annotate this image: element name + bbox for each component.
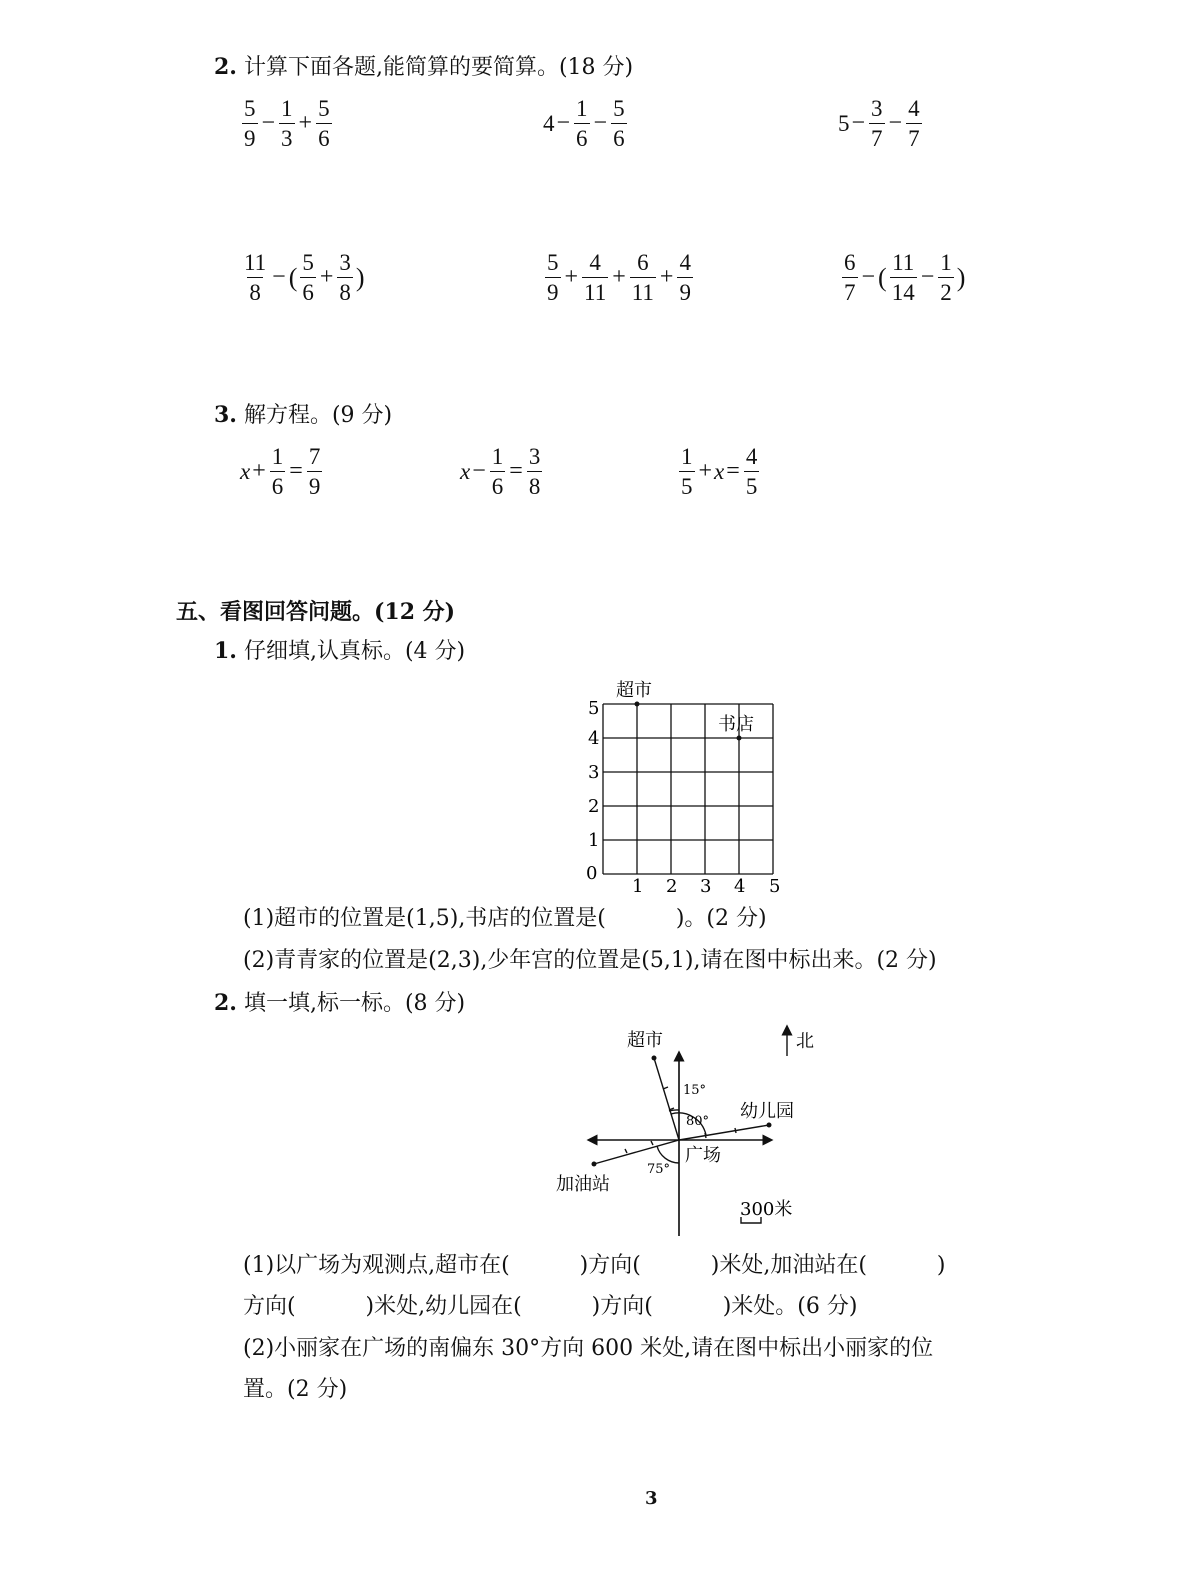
supermarket-point [652,1056,657,1061]
map-label-square: 广场 [685,1145,721,1166]
variable: x [240,458,251,484]
s5-q2-title: 填一填,标一标。(8 分) [243,991,466,1016]
y-tick-5: 5 [588,698,600,719]
gas-station-point [592,1162,597,1167]
operator: − [593,110,608,136]
fraction: $\frac{4}{5}$ [745,444,758,499]
ray-gas-station [594,1140,679,1164]
x-tick-3: 3 [700,876,712,897]
s5-q2-part2-line2: 置。(2 分) [243,1377,348,1402]
y-tick-2: 2 [588,796,600,817]
fraction: $\frac{6}{11}$ [631,250,654,305]
fraction: $\frac{5}{9}$ [547,250,559,305]
s5-q1-number: 1. [214,638,237,664]
y-tick-3: 3 [588,762,600,783]
angle-label-80: 80° [686,1114,710,1129]
grid-label-supermarket: 超市 [616,680,652,701]
angle-label-15: 15° [683,1083,707,1098]
coordinate-grid [570,672,800,900]
right-paren: ) [355,262,365,292]
map-label-scale: 300米 [740,1199,793,1220]
map-label-supermarket: 超市 [627,1030,663,1051]
fraction: $\frac{5}{6}$ [318,96,330,151]
whole-number: 4 [543,110,555,136]
fraction: $\frac{1}{5}$ [681,444,693,499]
fraction: $\frac{5}{6}$ [302,250,314,305]
operator: + [698,458,713,484]
operator: − [861,264,876,290]
x-tick-5: 5 [769,876,781,897]
variable: x [460,458,471,484]
fraction: $\frac{5}{9}$ [244,96,256,151]
x-tick-4: 4 [734,876,746,897]
q3-heading [214,400,392,431]
q2-title: 计算下面各题,能简算的要简算。(18 分) [243,55,634,80]
q2-expr-6 [840,251,966,304]
map-label-gas-station: 加油站 [556,1174,610,1195]
operator: + [659,264,674,290]
fraction: $\frac{11}{14}$ [891,250,915,305]
fraction: $\frac{1}{3}$ [281,96,293,151]
fraction: $\frac{1}{6}$ [271,444,284,499]
section5-title: 五、看图回答问题。(12 分) [176,599,456,625]
s5-q1-part2: (2)青青家的位置是(2,3),少年宫的位置是(5,1),请在图中标出来。(2 分) [243,948,937,973]
variable: x [714,458,725,484]
ray-supermarket [654,1058,679,1140]
operator: − [272,264,286,290]
s5-q2-part1-line1: (1)以广场为观测点,超市在( )方向( )米处,加油站在( ) [243,1253,946,1278]
equals: = [509,458,523,484]
q3-number: 3. [214,402,237,428]
s5-q2-number: 2. [214,990,237,1016]
fraction: $\frac{1}{6}$ [576,96,588,151]
q3-equation-2 [460,445,544,498]
operator: + [319,264,334,290]
operator: + [298,110,313,136]
supermarket-point [635,702,640,707]
equals: = [726,458,740,484]
operator: − [851,110,866,136]
operator: − [888,110,903,136]
fraction: $\frac{3}{8}$ [528,444,541,499]
q2-expr-1 [240,97,334,150]
angle-label-75: 75° [647,1162,671,1177]
q2-expr-5 [543,251,695,304]
operator: − [261,110,276,136]
q2-heading [214,52,633,83]
y-tick-1: 1 [588,830,600,851]
equals: = [289,458,303,484]
x-tick-1: 1 [632,876,644,897]
operator: − [920,264,935,290]
fraction: $\frac{1}{6}$ [491,444,504,499]
bookstore-point [737,736,742,741]
fraction: $\frac{3}{7}$ [871,96,883,151]
q3-title: 解方程。(9 分) [243,403,393,428]
x-tick-2: 2 [666,876,678,897]
fraction: $\frac{4}{9}$ [679,250,691,305]
fraction: $\frac{6}{7}$ [844,250,856,305]
right-paren: ) [956,262,966,292]
map-label-north: 北 [796,1031,814,1052]
s5-q1-title: 仔细填,认真标。(4 分) [243,639,466,664]
operator: + [564,264,579,290]
y-tick-4: 4 [588,728,600,749]
q2-expr-2 [543,97,629,150]
fraction: $\frac{4}{7}$ [908,96,920,151]
s5-q2-heading [214,988,465,1019]
s5-q2-part1-line2: 方向( )米处,幼儿园在( )方向( )米处。(6 分) [243,1294,858,1319]
q2-expr-4 [240,251,366,304]
operator: − [472,458,486,484]
x-tick-0: 0 [586,863,598,884]
q2-expr-3 [838,97,924,150]
grid-label-bookstore: 书店 [718,714,754,735]
fraction: $\frac{1}{2}$ [940,250,952,305]
left-paren: ( [288,262,298,292]
whole-number: 5 [838,110,850,136]
kindergarten-point [767,1123,772,1128]
s5-q1-part1: (1)超市的位置是(1,5),书店的位置是( )。(2 分) [243,906,767,931]
fraction: $\frac{3}{8}$ [339,250,351,305]
s5-q2-part2-line1: (2)小丽家在广场的南偏东 30°方向 600 米处,请在图中标出小丽家的位 [243,1336,934,1361]
operator: − [556,110,571,136]
fraction: $\frac{7}{9}$ [308,444,321,499]
s5-q1-heading [214,636,465,667]
direction-map [548,1022,828,1244]
q3-equation-1 [240,445,324,498]
operator: + [252,458,266,484]
fraction: $\frac{5}{6}$ [613,96,625,151]
fraction: $\frac{4}{11}$ [584,250,607,305]
page-number: 3 [645,1488,658,1509]
map-label-kindergarten: 幼儿园 [740,1101,794,1122]
left-paren: ( [878,262,887,292]
operator: + [612,264,626,290]
q2-number: 2. [214,54,237,80]
q3-equation-3 [677,445,761,498]
fraction: $\frac{11}{8}$ [244,250,267,305]
